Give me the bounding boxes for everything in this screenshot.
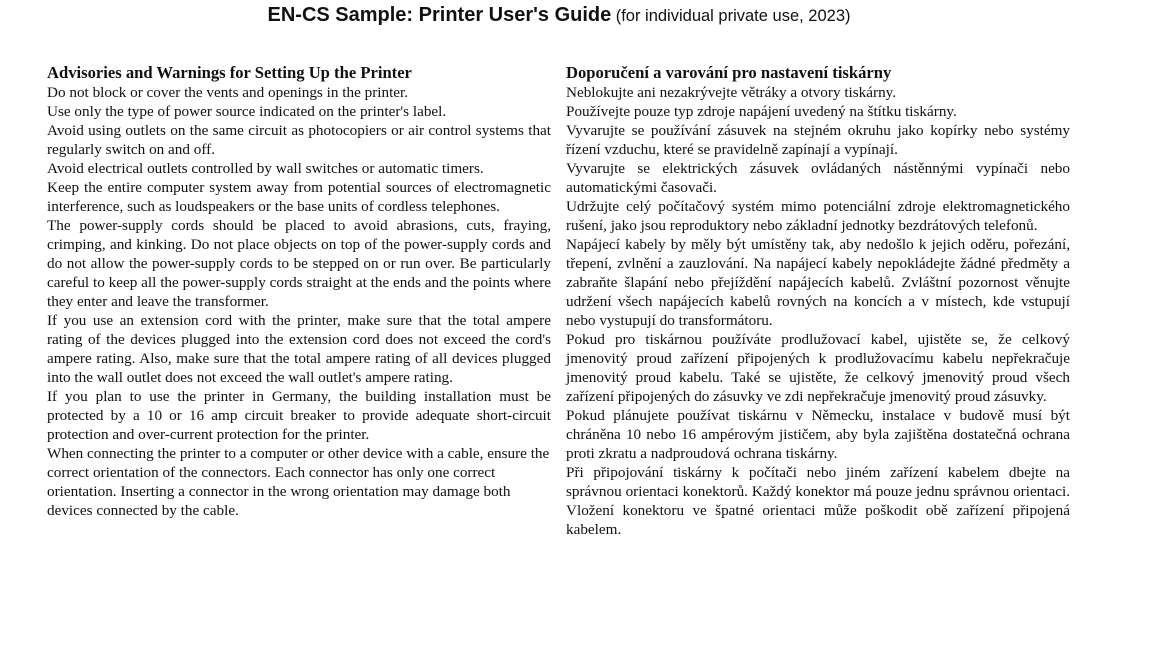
czech-paragraph: Udržujte celý počítačový systém mimo potenciální zdroje elektromagnetického rušení, jako jsou reproduktory nebo základní jednotky bezdrátových telefonů. (566, 198, 1070, 234)
document-title (0, 4, 1118, 27)
english-paragraph: If you use an extension cord with the printer, make sure that the total ampere rating of the devices plugged into the extension cord does not exceed the cord's ampere rating. Also, make sure that the total ampere rating of all devices plugged into the wall outlet does not exceed the wall outlet's ampere rating. (47, 312, 551, 386)
title-subtitle: (for individual private use, 2023) (615, 7, 851, 25)
english-paragraph: Avoid using outlets on the same circuit as photocopiers or air control systems that regularly switch on and off. (47, 122, 551, 158)
english-paragraph: Keep the entire computer system away from potential sources of electromagnetic interference, such as loudspeakers or the base units of cordless telephones. (47, 179, 551, 215)
english-heading: Advisories and Warnings for Setting Up the Printer (47, 63, 412, 82)
czech-column (566, 63, 1070, 539)
czech-paragraph: Vyvarujte se používání zásuvek na stejném okruhu jako kopírky nebo systémy řízení vzduchu, které se pravidelně zapínají a vypínají. (566, 122, 1070, 158)
english-paragraph: Use only the type of power source indicated on the printer's label. (47, 103, 447, 120)
czech-paragraph: Pokud pro tiskárnou používáte prodlužovací kabel, ujistěte se, že celkový jmenovitý proud zařízení připojených k prodlužovacímu kabelu nepřekračuje jmenovitý proud kabelu. Také se ujistěte, že celkový jmenovitý proud všech zařízení připojených do zásuvky ve zdi nepřekračuje jmenovitý proud zásuvky. (566, 331, 1070, 405)
english-paragraph: If you plan to use the printer in Germany, the building installation must be protected by a 10 or 16 amp circuit breaker to provide adequate short-circuit protection and over-current protection for the printer. (47, 388, 551, 443)
czech-heading: Doporučení a varování pro nastavení tiskárny (566, 63, 892, 82)
czech-paragraph: Vyvarujte se elektrických zásuvek ovládaných nástěnnými vypínači nebo automatickými časovači. (566, 160, 1070, 196)
czech-paragraph: Používejte pouze typ zdroje napájení uvedený na štítku tiskárny. (566, 103, 957, 120)
english-paragraph: Avoid electrical outlets controlled by wall switches or automatic timers. (47, 160, 484, 177)
english-paragraph: When connecting the printer to a computer or other device with a cable, ensure the correct orientation of the connectors. Each connector has only one correct orientation. Inserting a connector in the wrong orientation may damage both devices connected by the cable. (47, 445, 550, 519)
czech-paragraph: Neblokujte ani nezakrývejte větráky a otvory tiskárny. (566, 84, 897, 101)
english-paragraph: Do not block or cover the vents and openings in the printer. (47, 84, 409, 101)
czech-paragraph: Pokud plánujete používat tiskárnu v Německu, instalace v budově musí být chráněna 10 nebo 16 ampérovým jističem, aby byla zajištěna dostatečná ochrana proti zkratu a nadproudová ochrana tiskárny. (566, 407, 1070, 462)
english-paragraph: The power-supply cords should be placed to avoid abrasions, cuts, fraying, crimping, and kinking. Do not place objects on top of the power-supply cords and do not allow the power-supply cords to be stepped on or run over. Be particularly careful to keep all the power-supply cords straight at the ends and the points where they enter and leave the transformer. (47, 217, 551, 310)
english-column (47, 63, 551, 520)
czech-paragraph: Napájecí kabely by měly být umístěny tak, aby nedošlo k jejich oděru, pořezání, třepení, zvlnění a zauzlování. Na napájecí kabely nepokládejte žádné předměty a zabraňte šlapání nebo přejíždění napájecích kabelů. Zvláštní pozornost věnujte udržení všech napájecích kabelů rovných na koncích a v místech, kde vstupují nebo vystupují do transformátoru. (566, 236, 1070, 329)
czech-paragraph: Při připojování tiskárny k počítači nebo jiném zařízení kabelem dbejte na správnou orientaci konektorů. Každý konektor má pouze jednu správnou orientaci. Vložení konektoru ve špatné orientaci může poškodit obě zařízení připojená kabelem. (566, 464, 1070, 538)
title-main: EN-CS Sample: Printer User's Guide (267, 4, 612, 26)
